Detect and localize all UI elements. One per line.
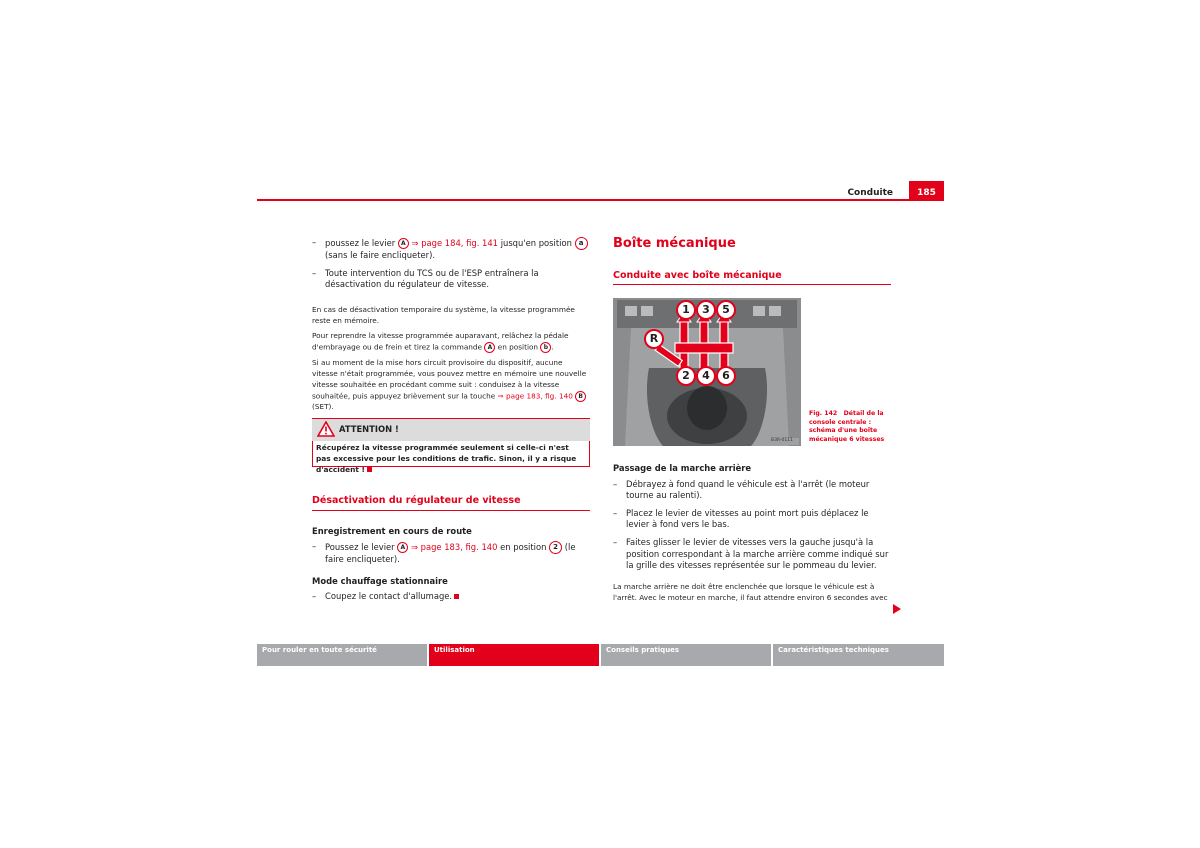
right-column-text bbox=[613, 463, 893, 608]
left-column-lower bbox=[312, 495, 590, 609]
figure-caption: Fig. 142 Détail de la console centrale : schéma d'une boîte mécanique 6 vitesses bbox=[809, 410, 885, 443]
position-a-marker: a bbox=[575, 237, 588, 250]
gear-2-label: 2 bbox=[676, 366, 696, 386]
section-heading: Conduite avec boîte mécanique bbox=[613, 270, 891, 285]
paragraph: En cas de désactivation temporaire du système, la vitesse programmée reste en mémoire. bbox=[312, 304, 575, 325]
control-a-marker: A bbox=[397, 542, 408, 553]
footer-tab-usage[interactable]: Utilisation bbox=[429, 644, 599, 666]
position-2-marker: 2 bbox=[549, 541, 562, 554]
gear-3-label: 3 bbox=[696, 300, 716, 320]
control-a-marker: A bbox=[398, 238, 409, 249]
list-item: – poussez le levier A ⇒ page 184, fig. 141 jusqu'en position a (sans le faire encliqueter). bbox=[312, 237, 590, 262]
left-column bbox=[312, 237, 590, 418]
header-rule bbox=[257, 199, 944, 201]
list-item: – Placez le levier de vitesses au point mort puis déplacez le levier à fond vers le bas. bbox=[613, 507, 869, 530]
running-header: Conduite bbox=[847, 188, 893, 198]
subheading: Enregistrement en cours de route bbox=[312, 525, 472, 536]
gear-4-label: 4 bbox=[696, 366, 716, 386]
attention-title: ATTENTION ! bbox=[339, 424, 399, 434]
reverse-gear-label: R bbox=[644, 329, 664, 349]
end-mark bbox=[367, 467, 372, 472]
page-link[interactable]: ⇒ page 183, fig. 140 bbox=[410, 542, 498, 553]
control-b-marker: B bbox=[575, 391, 586, 402]
end-mark bbox=[454, 594, 459, 599]
page-number: 185 bbox=[909, 181, 944, 200]
list-item: – Toute intervention du TCS ou de l'ESP entraînera la désactivation du régulateur de vitesse. bbox=[312, 267, 539, 290]
paragraph: La marche arrière ne doit être enclenchée que lorsque le véhicule est à l'arrêt. Avec le moteur en marche, il faut attendre environ 6 secondes avec bbox=[613, 581, 888, 602]
subheading: Passage de la marche arrière bbox=[613, 463, 752, 473]
attention-box bbox=[312, 418, 590, 474]
page-link[interactable]: ⇒ page 183, fig. 140 bbox=[497, 391, 573, 401]
paragraph: Si au moment de la mise hors circuit provisoire du dispositif, aucune vitesse n'était programmée, vous pouvez mettre en mémoire une nouvelle vitesse souhaitée en procédant comme suit : conduisez à la vitesse souhaitée, puis appuyez brièvement sur la touche ⇒ page 183, fig. 140 B (SET). bbox=[312, 358, 587, 412]
footer-tab-technical-specs[interactable]: Caractéristiques techniques bbox=[773, 644, 944, 666]
paragraph: Pour reprendre la vitesse programmée auparavant, relâchez la pédale d'embrayage ou de frein et tirez la commande A en position b . bbox=[312, 331, 569, 352]
warning-icon bbox=[317, 421, 335, 437]
gear-6-label: 6 bbox=[716, 366, 736, 386]
page-title: Boîte mécanique bbox=[613, 236, 736, 251]
footer-tab-practical-tips[interactable]: Conseils pratiques bbox=[601, 644, 771, 666]
list-item: – Débrayez à fond quand le véhicule est à l'arrêt (le moteur tourne au ralenti). bbox=[613, 478, 870, 501]
list-item: – Faites glisser le levier de vitesses vers la gauche jusqu'à la position correspondant à la marche arrière comme indiqué sur la grille des vitesses représentée sur le pommeau du levier. bbox=[613, 536, 889, 571]
subheading: Mode chauffage stationnaire bbox=[312, 575, 448, 586]
page-link[interactable]: ⇒ page 184, fig. 141 bbox=[411, 238, 499, 248]
gear-5-label: 5 bbox=[716, 300, 736, 320]
position-b-marker: b bbox=[540, 342, 551, 353]
list-item: – Coupez le contact d'allumage. bbox=[312, 591, 590, 603]
attention-header bbox=[312, 418, 590, 441]
gearbox-figure bbox=[613, 298, 801, 446]
gear-1-label: 1 bbox=[676, 300, 696, 320]
figure-code: B3R-0111 bbox=[771, 438, 793, 443]
attention-body: Récupérez la vitesse programmée seulement si celle-ci n'est pas excessive pour les conditions de trafic. Sinon, il y a risque d'accident ! bbox=[312, 441, 590, 467]
continue-arrow-icon bbox=[893, 604, 901, 614]
footer-tab-safety[interactable]: Pour rouler en toute sécurité bbox=[257, 644, 427, 666]
list-item: – Poussez le levier A ⇒ page 183, fig. 140 en position 2 (le faire encliqueter). bbox=[312, 541, 576, 565]
control-a-marker: A bbox=[484, 342, 495, 353]
section-heading: Désactivation du régulateur de vitesse bbox=[312, 495, 590, 511]
